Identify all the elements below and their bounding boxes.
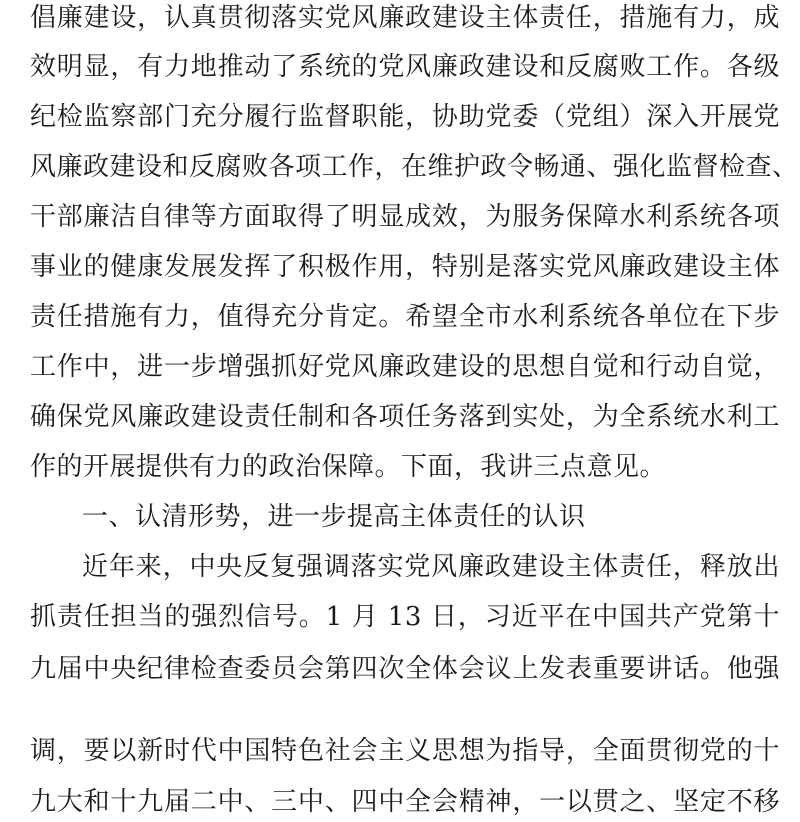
- section-heading: 一、认清形势，进一步提高主体责任的认识: [82, 502, 586, 532]
- body-text-line: 倡廉建设，认真贯彻落实党风廉政建设主体责任，措施有力，成: [30, 3, 780, 33]
- body-text-line: 干部廉洁自律等方面取得了明显成效，为服务保障水利系统各项: [30, 202, 780, 232]
- paragraph-first-line: 近年来，中央反复强调落实党风廉政建设主体责任，释放出: [82, 552, 780, 582]
- body-text-line: 效明显，有力地推动了系统的党风廉政建设和反腐败工作。各级: [30, 52, 780, 82]
- body-text-line: 风廉政建设和反腐败各项工作，在维护政令畅通、强化监督检查、: [30, 152, 799, 182]
- body-text-line: 九届中央纪律检查委员会第四次全体会议上发表重要讲话。他强: [30, 654, 780, 684]
- body-text-line: 抓责任担当的强烈信号。1 月 13 日，习近平在中国共产党第十: [30, 602, 780, 632]
- body-text-line: 工作中，进一步增强抓好党风廉政建设的思想自觉和行动自觉，: [30, 352, 780, 382]
- body-text-line: 确保党风廉政建设责任制和各项任务落到实处，为全系统水利工: [30, 402, 780, 432]
- body-text-line: 调，要以新时代中国特色社会主义思想为指导，全面贯彻党的十: [30, 736, 780, 766]
- body-text-line: 作的开展提供有力的政治保障。下面，我讲三点意见。: [30, 452, 667, 482]
- body-text-line: 事业的健康发展发挥了积极作用，特别是落实党风廉政建设主体: [30, 252, 780, 282]
- body-text-line: 纪检监察部门充分履行监督职能，协助党委（党组）深入开展党: [30, 102, 780, 132]
- body-text-line: 九大和十九届二中、三中、四中全会精神，一以贯之、坚定不移: [30, 787, 780, 817]
- body-text-line: 责任措施有力，值得充分肯定。希望全市水利系统各单位在下步: [30, 302, 780, 332]
